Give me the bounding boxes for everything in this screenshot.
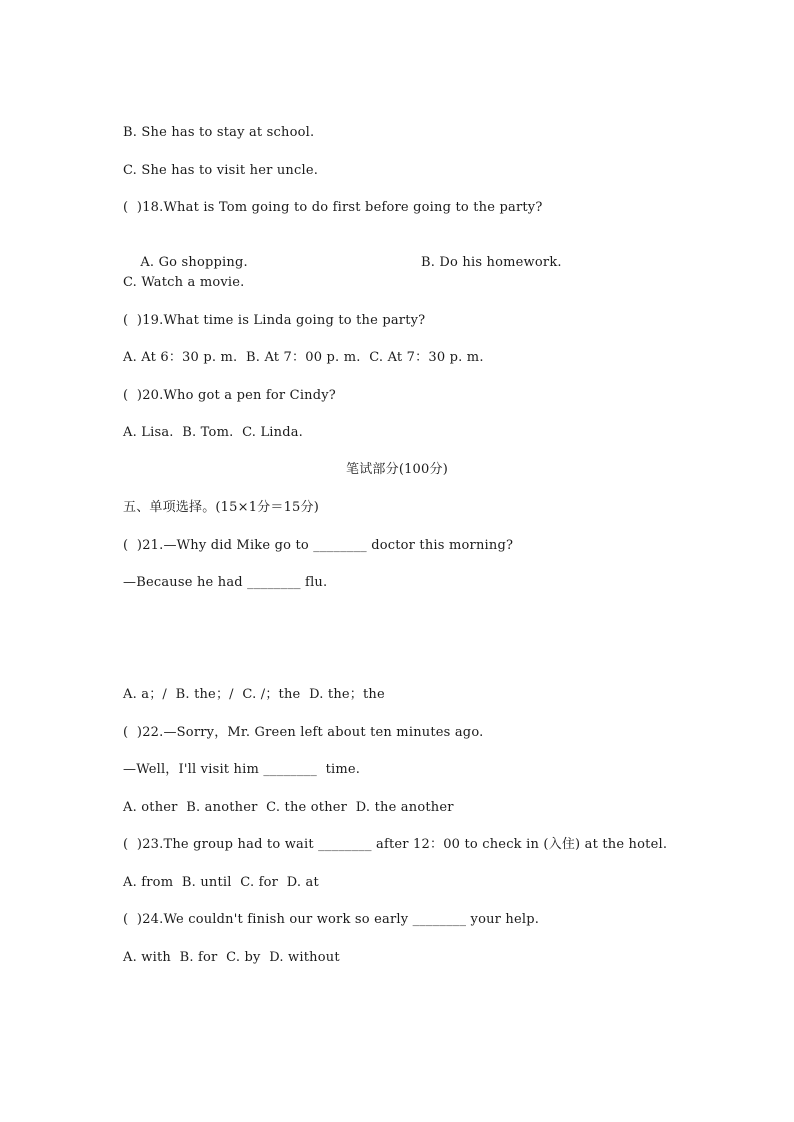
q20-options: A. Lisa. B. Tom. C. Linda. [123,425,304,440]
q18-stem: ( )18.What is Tom going to do first before going to the party? [123,200,543,215]
q18-option-a: A. Go shopping. [140,255,248,270]
q19-stem: ( )19.What time is Linda going to the party? [123,313,426,328]
q23-stem: ( )23.The group had to wait ________ after 12：00 to check in (入住) at the hotel. [123,837,668,852]
q22-options: A. other B. another C. the other D. the another [123,800,454,815]
q24-options: A. with B. for C. by D. without [123,950,340,965]
q19-options: A. At 6：30 p. m. B. At 7：00 p. m. C. At 7：30 p. m. [123,350,484,365]
written-part-title: 笔试部分(100分) [346,462,448,477]
q20-stem: ( )20.Who got a pen for Cindy? [123,388,336,403]
q21-reply: —Because he had ________ flu. [123,575,328,590]
section5-title: 五、单项选择。(15×1分＝15分) [123,500,319,515]
q18-option-b: B. Do his homework. [421,255,562,270]
q21-options: A. a；/ B. the；/ C. /；the D. the；the [123,687,385,702]
q23-options: A. from B. until C. for D. at [123,875,319,890]
q22-reply: —Well，I'll visit him ________ time. [123,762,361,777]
q21-stem: ( )21.—Why did Mike go to ________ doctor this morning? [123,538,514,553]
q24-stem: ( )24.We couldn't finish our work so early ________ your help. [123,912,540,927]
q17-option-b: B. She has to stay at school. [123,125,315,140]
q17-option-c: C. She has to visit her uncle. [123,163,319,178]
q18-option-c: C. Watch a movie. [123,275,245,290]
q22-stem: ( )22.—Sorry，Mr. Green left about ten minutes ago. [123,725,484,740]
